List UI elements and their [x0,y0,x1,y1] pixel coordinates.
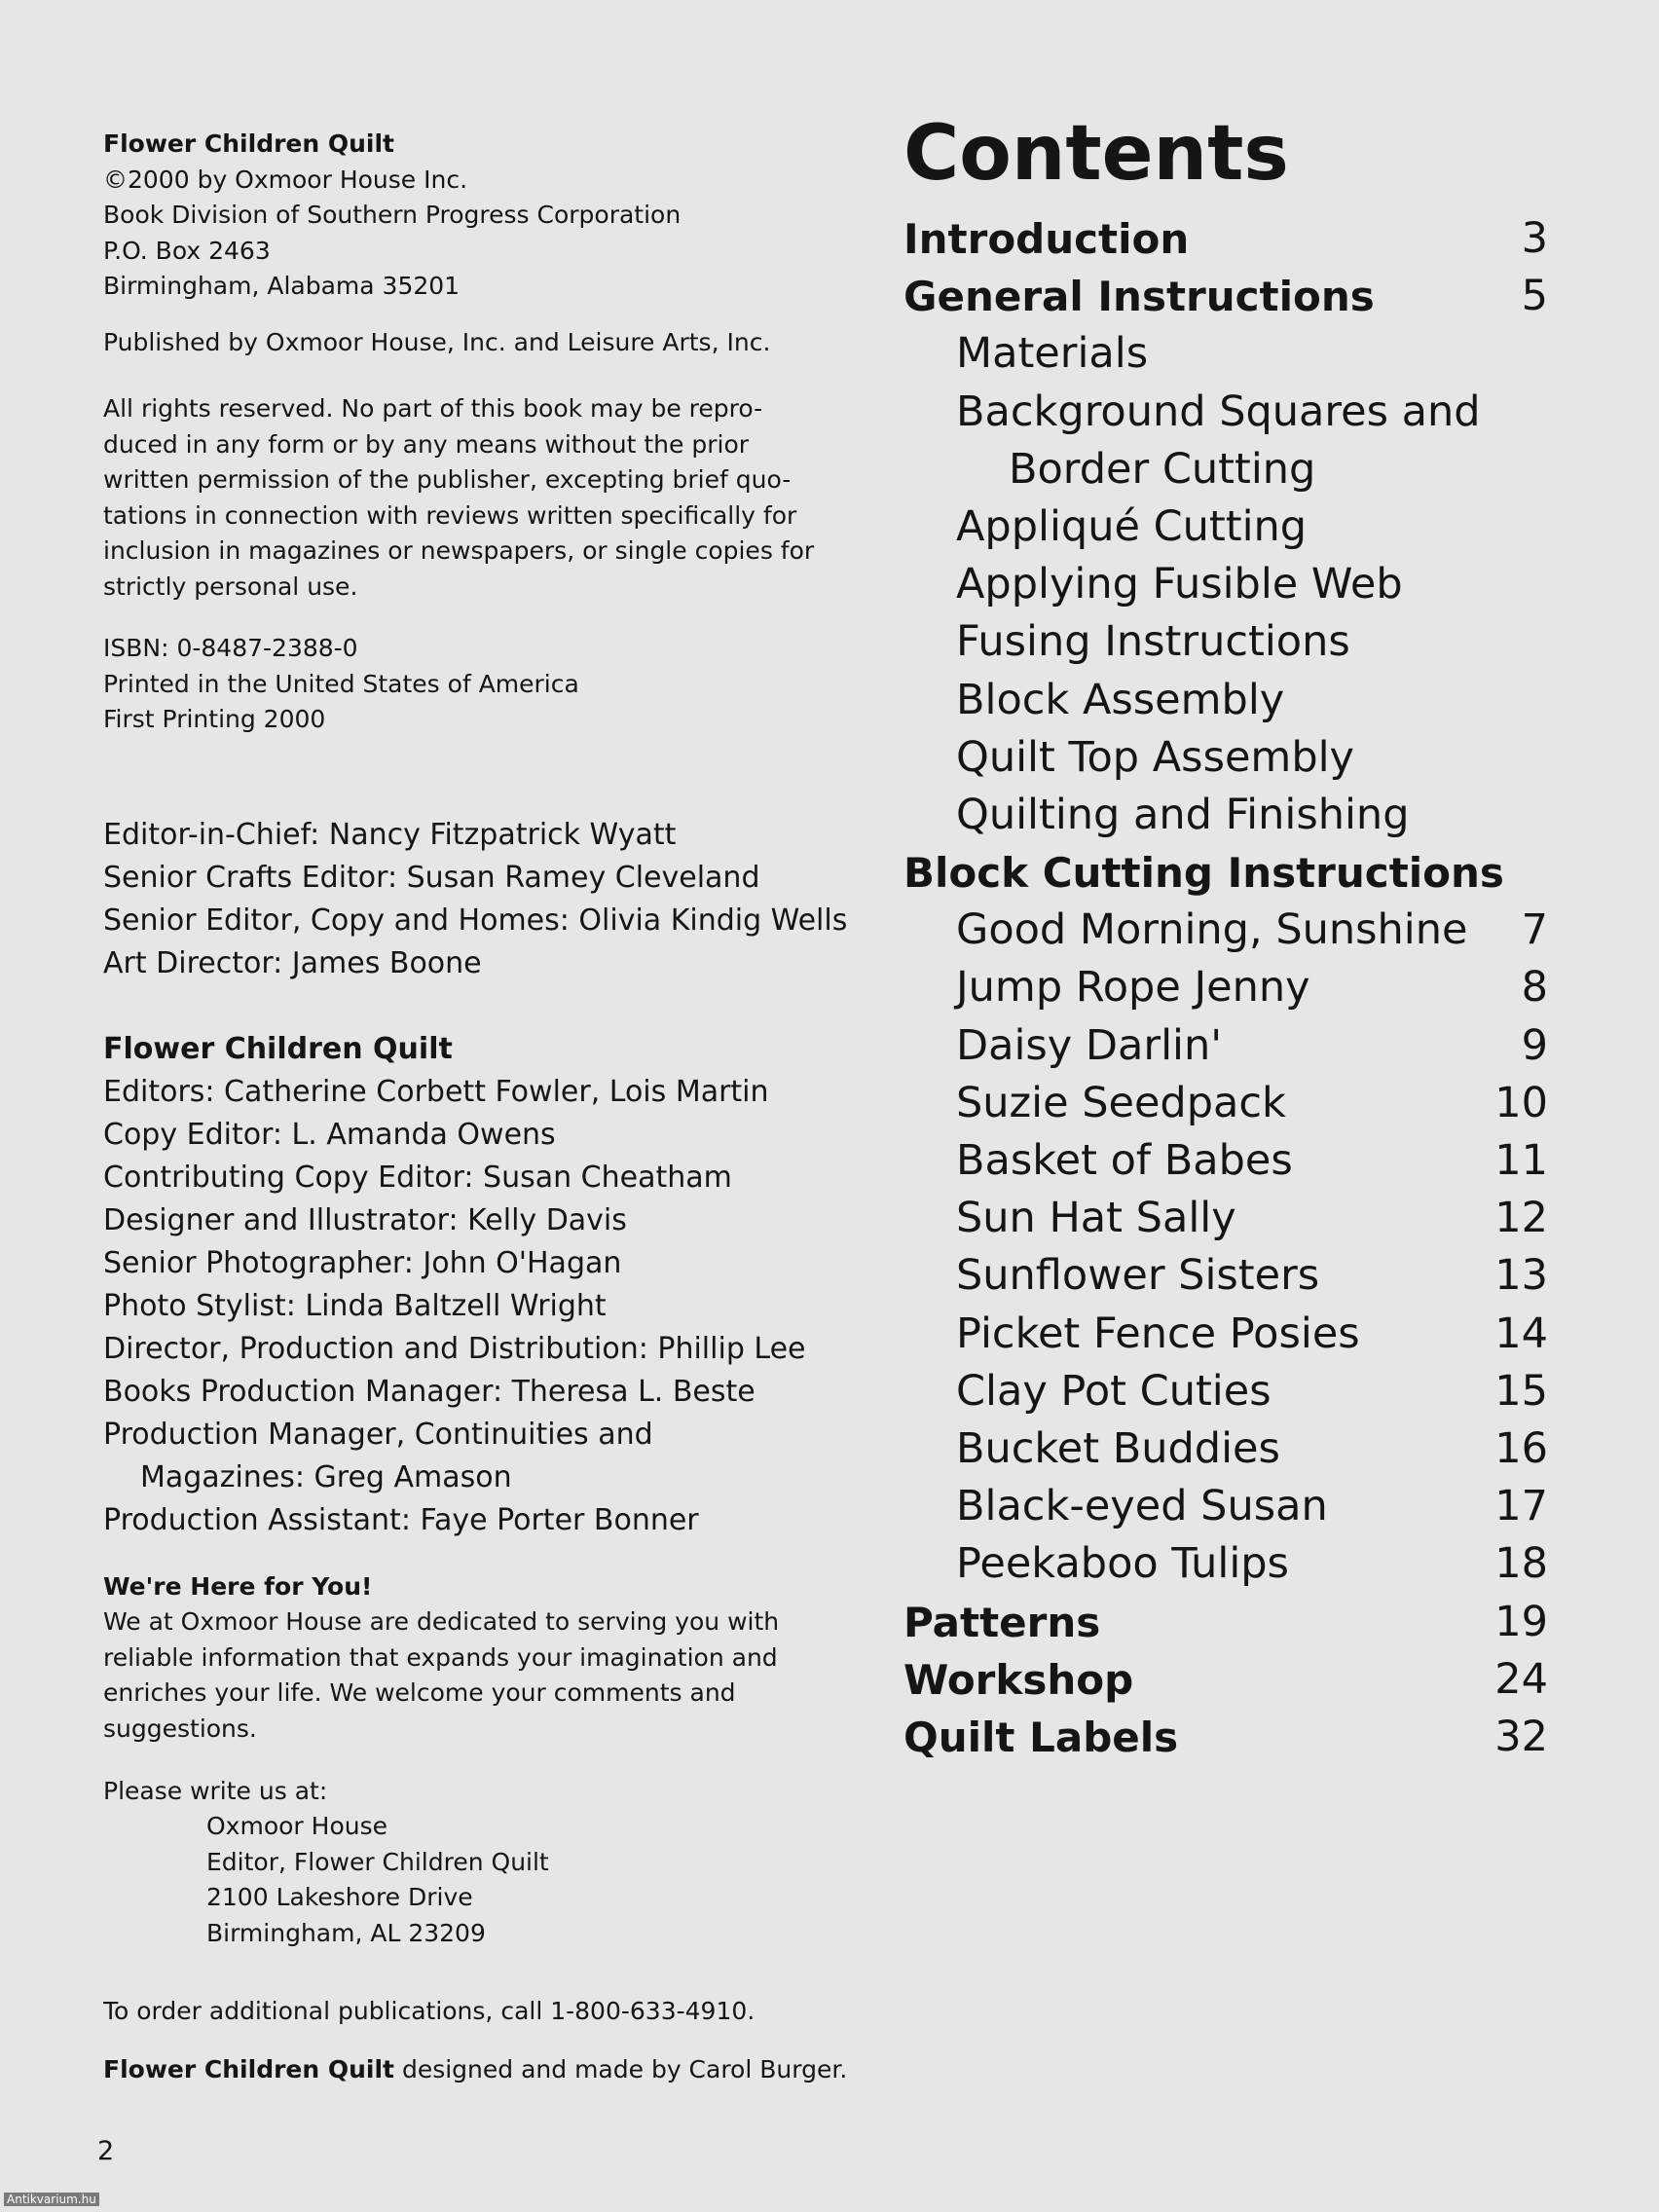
watermark: Antikvarium.hu [4,2193,99,2206]
toc-item-page: 13 [1494,1251,1548,1301]
designed-line [103,2052,847,2088]
rights-line: strictly personal use. [103,571,358,601]
toc-item-label: Block Assembly [956,675,1285,724]
toc-item [896,1017,1548,1075]
toc-item-label: Block Cutting Instructions [903,849,1504,898]
toc-item-page: 9 [1521,1020,1548,1070]
toc-item [896,1190,1548,1247]
toc-item-page: 5 [1521,272,1548,321]
rights-line: inclusion in magazines or newspapers, or single copies for [103,536,815,565]
copyright-line: Flower Children Quilt [103,129,395,158]
toc-item-label: Picket Fence Posies [956,1309,1360,1358]
credit-line: Contributing Copy Editor: Susan Cheatham [103,1161,732,1195]
toc-item-label: General Instructions [903,273,1375,321]
toc-item-page: 12 [1494,1194,1548,1243]
toc-item [896,441,1548,498]
copyright-line: ©2000 by Oxmoor House Inc. [103,165,468,194]
address-line: Birmingham, AL 23209 [206,1918,486,1947]
rights-line: written permission of the publisher, excepting brief quo- [103,465,792,494]
toc-item-label: Sunflower Sisters [956,1251,1320,1301]
toc-item-page: 11 [1494,1136,1548,1185]
toc-item [896,325,1548,383]
write-intro: Please write us at: [103,1777,328,1805]
toc-item [896,1247,1548,1305]
toc-item-label: Appliqué Cutting [956,501,1308,551]
toc-item-label: Daisy Darlin' [956,1020,1223,1070]
toc-item-label: Quilt Top Assembly [956,732,1355,782]
copyright-line: Book Division of Southern Progress Corporation [103,201,682,229]
credit-line: Editors: Catherine Corbett Fowler, Lois Martin [103,1075,769,1109]
toc-item-label: Border Cutting [1009,444,1316,494]
toc-item [896,1594,1548,1651]
toc-item-page: 17 [1494,1482,1548,1531]
editor-line: Editor-in-Chief: Nancy Fitzpatrick Wyatt [103,818,677,852]
toc-item-page: 18 [1494,1539,1548,1589]
credit-line: Production Assistant: Faye Porter Bonner [103,1503,699,1537]
designed-title: Flower Children Quilt [103,2055,395,2083]
toc-item-label: Patterns [903,1598,1101,1646]
copyright-line: Birmingham, Alabama 35201 [103,272,461,300]
here-line: suggestions. [103,1714,257,1743]
credit-line: Production Manager, Continuities and [103,1418,653,1452]
toc-item [896,672,1548,729]
toc-item-page: 14 [1494,1309,1548,1358]
toc-item [896,1709,1548,1766]
toc-item [896,384,1548,441]
credits-block [103,1071,806,1542]
toc-item-label: Background Squares and [956,387,1481,436]
copyright-block [103,127,681,305]
credit-line: Magazines: Greg Amason [140,1460,512,1494]
toc-item-label: Jump Rope Jenny [956,963,1310,1013]
toc-item-label: Workshop [903,1655,1134,1704]
isbn-line: ISBN: 0-8487-2388-0 [103,634,358,662]
toc-item [896,844,1548,902]
rights-line: duced in any form or by any means without the prior [103,429,750,459]
toc-item-label: Suzie Seedpack [956,1078,1286,1127]
credit-line: Senior Photographer: John O'Hagan [103,1246,622,1280]
address-line: Editor, Flower Children Quilt [206,1847,549,1876]
credits-title: Flower Children Quilt [103,1032,453,1066]
toc-item [896,959,1548,1016]
toc-item [896,902,1548,959]
toc-item [896,210,1548,268]
contents-title: Contents [903,110,1289,198]
editor-line: Senior Editor, Copy and Homes: Olivia Kindig Wells [103,903,848,938]
toc-item [896,1075,1548,1132]
address-line: Oxmoor House [206,1812,387,1840]
toc-item-label: Good Morning, Sunshine [956,905,1468,955]
toc-item [896,1363,1548,1420]
toc-item-page: 8 [1521,963,1548,1013]
toc-item-label: Materials [956,329,1149,379]
here-line: reliable information that expands your imagination and [103,1642,778,1672]
editor-line: Senior Crafts Editor: Susan Ramey Cleveland [103,861,760,895]
toc-item-page: 32 [1494,1712,1548,1761]
toc-item [896,1651,1548,1709]
credit-line: Books Production Manager: Theresa L. Beste [103,1375,756,1409]
toc-item [896,787,1548,844]
contents-column [896,107,1548,1766]
toc-item-page: 10 [1494,1078,1548,1127]
toc-item [896,729,1548,787]
credit-line: Designer and Illustrator: Kelly Davis [103,1203,627,1237]
rights-line: tations in connection with reviews written specifically for [103,500,797,530]
page-number: 2 [97,2136,115,2166]
rights-line: All rights reserved. No part of this book may be repro- [103,394,763,423]
address-line: 2100 Lakeshore Drive [206,1883,473,1911]
toc-item-label: Clay Pot Cuties [956,1366,1272,1416]
toc-item [896,1535,1548,1593]
toc-item-label: Quilting and Finishing [956,790,1410,839]
editor-line: Art Director: James Boone [103,946,482,980]
toc-item-label: Introduction [903,215,1190,263]
toc-item [896,1478,1548,1535]
isbn-line: First Printing 2000 [103,705,326,733]
toc-item-page: 15 [1494,1366,1548,1416]
rights-paragraph [103,391,814,605]
toc-list [896,210,1548,1766]
toc-item [896,268,1548,325]
toc-item-page: 16 [1494,1423,1548,1473]
credit-line: Copy Editor: L. Amanda Owens [103,1118,556,1152]
credit-line: Photo Stylist: Linda Baltzell Wright [103,1289,607,1323]
toc-item-label: Sun Hat Sally [956,1194,1236,1243]
published-line: Published by Oxmoor House, Inc. and Leisure Arts, Inc. [103,328,771,356]
toc-item-page: 7 [1521,905,1548,955]
toc-item [896,556,1548,613]
toc-item [896,613,1548,671]
toc-item-label: Fusing Instructions [956,617,1350,667]
designed-rest: designed and made by Carol Burger. [394,2055,848,2083]
toc-item-page: 19 [1494,1597,1548,1646]
isbn-block [103,631,579,738]
toc-item-label: Bucket Buddies [956,1423,1280,1473]
toc-item-page: 24 [1494,1654,1548,1704]
here-line: We at Oxmoor House are dedicated to serving you with [103,1607,780,1636]
toc-item-label: Applying Fusible Web [956,560,1403,609]
address-block [103,1809,549,1951]
order-line: To order additional publications, call 1-800-633-4910. [103,1997,756,2025]
here-title: We're Here for You! [103,1572,373,1601]
toc-item [896,1420,1548,1478]
isbn-line: Printed in the United States of America [103,669,579,698]
toc-item-label: Peekaboo Tulips [956,1539,1289,1589]
editors-block [103,814,847,985]
toc-item [896,1132,1548,1190]
here-line: enriches your life. We welcome your comments and [103,1678,736,1707]
toc-item-page: 3 [1521,214,1548,263]
here-body [103,1604,779,1747]
toc-item-label: Black-eyed Susan [956,1482,1328,1531]
toc-item-label: Basket of Babes [956,1136,1293,1185]
toc-item [896,498,1548,556]
toc-item-label: Quilt Labels [903,1713,1179,1761]
toc-item [896,1306,1548,1363]
credit-line: Director, Production and Distribution: Phillip Lee [103,1332,806,1366]
copyright-line: P.O. Box 2463 [103,236,271,265]
